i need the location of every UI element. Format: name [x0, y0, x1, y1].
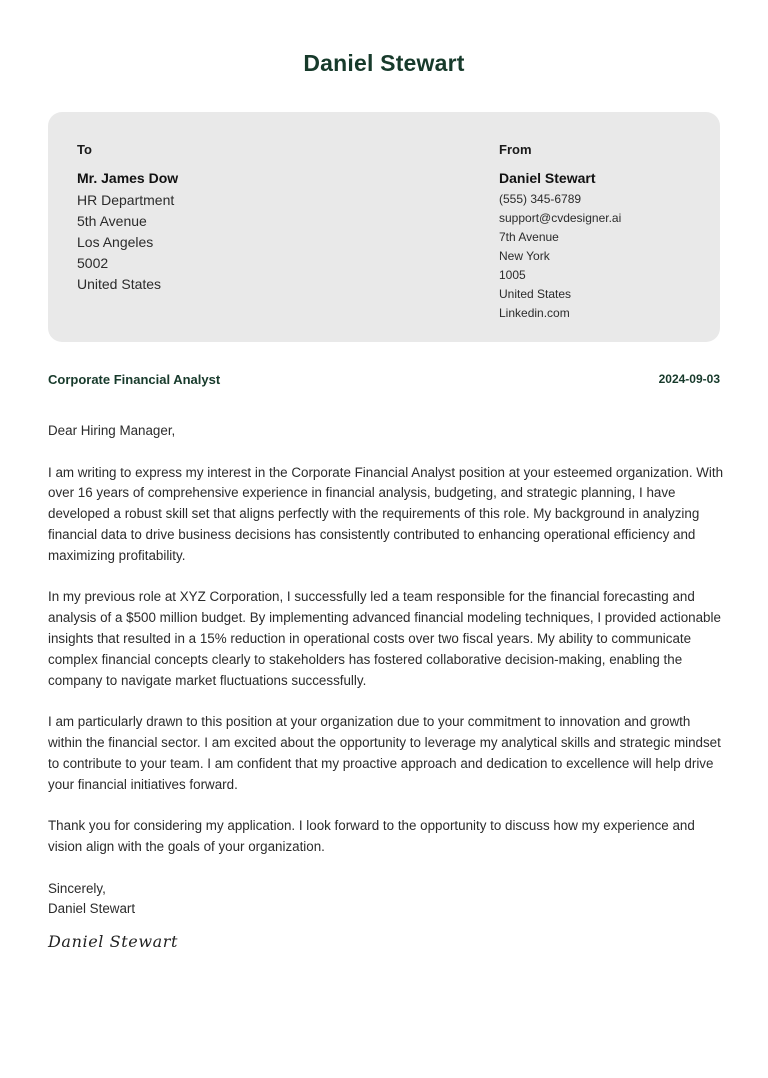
recipient-heading: To	[77, 142, 92, 157]
paragraph-2: In my previous role at XYZ Corporation, I successfully led a team responsible for the financial forecasting and analysis of a $500 million budget. By implementing advanced financial modeling techniques, I provided actionable insights that resulted in a 15% reduction in operational costs over two fiscal years. My ability to communicate complex financial concepts clearly to stakeholders has fostered collaborative decision-making, enabling the company to navigate market fluctuations successfully.	[48, 589, 721, 688]
sender-email: support@cvdesigner.ai	[499, 211, 622, 225]
letter-date: 2024-09-03	[658, 372, 720, 386]
paragraph-1: I am writing to express my interest in the Corporate Financial Analyst position at your esteemed organization. With over 16 years of comprehensive experience in financial analysis, budgeting, and strategic planning, I have developed a robust skill set that aligns perfectly with the requirements of this role. My background in analyzing financial data to drive business decisions has consistently contributed to enhancing operational efficiency and maximizing profitability.	[48, 464, 724, 563]
sender-postcode: 1005	[499, 268, 526, 282]
applicant-name: Daniel Stewart	[303, 50, 465, 76]
sender-phone: (555) 345-6789	[499, 192, 582, 206]
greeting: Dear Hiring Manager,	[48, 423, 176, 438]
closing: Sincerely,	[48, 880, 106, 896]
sender-linkedin: Linkedin.com	[499, 306, 570, 320]
job-title: Corporate Financial Analyst	[48, 372, 221, 387]
paragraph-4: Thank you for considering my application. I look forward to the opportunity to discuss how my experience and vision align with the goals of your organization.	[48, 818, 695, 854]
sender-country: United States	[499, 287, 572, 301]
recipient-city: Los Angeles	[77, 234, 154, 250]
signature: Daniel Stewart	[48, 932, 179, 951]
recipient-department: HR Department	[77, 192, 175, 208]
sender-block	[499, 142, 621, 323]
recipient-block	[77, 142, 178, 295]
recipient-country: United States	[77, 276, 162, 292]
closing-name: Daniel Stewart	[48, 901, 136, 917]
sender-city: New York	[499, 249, 550, 263]
recipient-street: 5th Avenue	[77, 213, 147, 229]
address-card	[48, 112, 720, 342]
sender-heading: From	[499, 142, 532, 157]
sender-street: 7th Avenue	[499, 230, 559, 244]
recipient-name: Mr. James Dow	[77, 170, 179, 186]
recipient-postcode: 5002	[77, 255, 109, 271]
letter-body	[48, 421, 724, 920]
sender-name: Daniel Stewart	[499, 170, 596, 186]
paragraph-3: I am particularly drawn to this position at your organization due to your commitment to innovation and growth within the financial sector. I am excited about the opportunity to leverage my analytical skills and strategic mindset to contribute to your team. I am confident that my proactive approach and dedication to excellence will help drive your financial initiatives forward.	[48, 714, 721, 792]
